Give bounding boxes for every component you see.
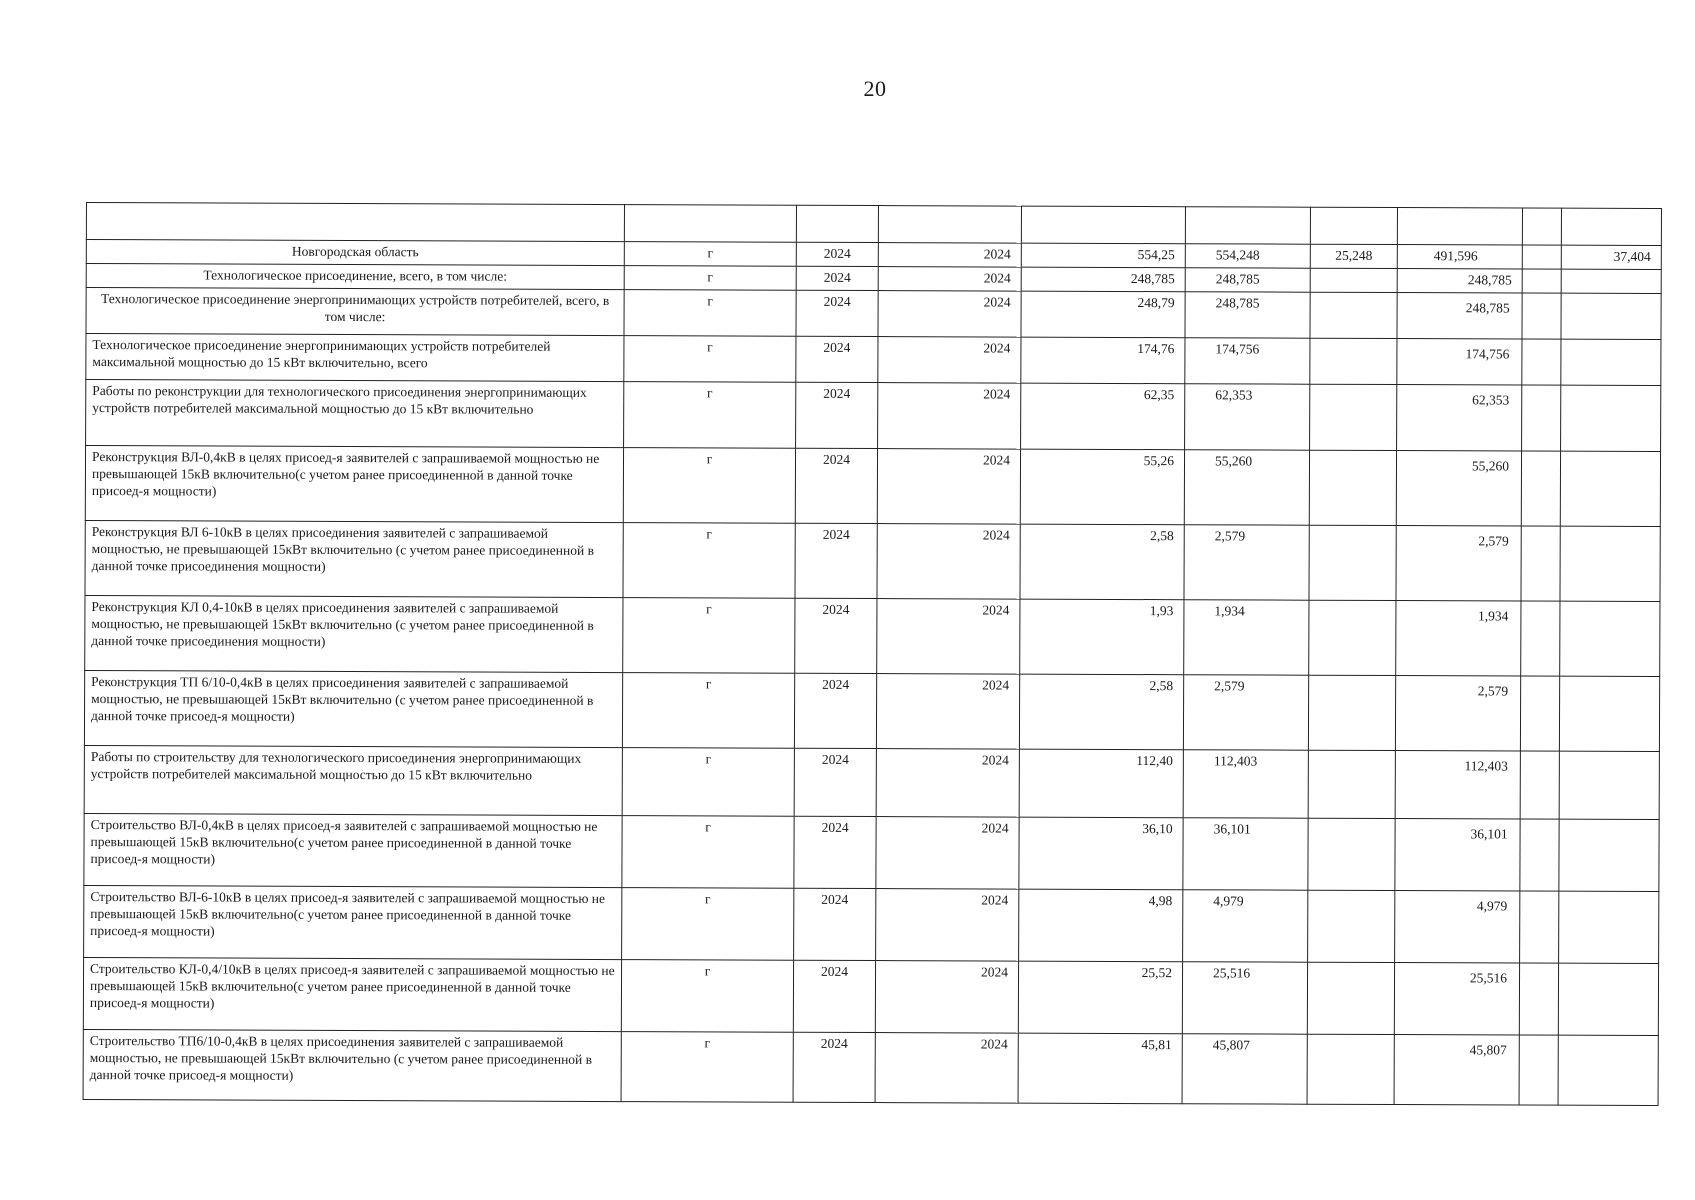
row-description: Новгородская область [86,240,624,266]
value-cell: 1,934 [1184,600,1309,675]
value-cell [1560,526,1660,601]
year-start-cell: 2024 [794,748,876,816]
year-start-cell: 2024 [794,673,876,748]
value-cell [1520,676,1559,751]
value-cell [1309,600,1396,675]
value-cell: 62,353 [1397,385,1522,451]
value-cell: 554,248 [1185,244,1310,268]
value-cell: 55,260 [1184,450,1309,525]
value-cell [1307,962,1394,1034]
value-cell: 248,785 [1185,292,1310,338]
year-end-cell: 2024 [877,599,1020,675]
value-cell [1307,1034,1394,1104]
value-cell: 25,516 [1394,963,1519,1035]
year-end-cell: 2024 [876,817,1019,890]
year-end-cell: 2024 [876,749,1019,818]
table-row [83,1029,1658,1105]
year-end-cell: 2024 [878,291,1021,338]
header-cell [1561,208,1661,245]
value-cell: 248,785 [1397,293,1522,339]
value-cell: 37,404 [1561,245,1661,269]
value-cell [1310,384,1397,450]
value-cell: 174,756 [1397,339,1522,385]
value-cell [1561,269,1661,293]
value-cell: 55,260 [1396,451,1521,526]
header-cell [86,203,624,242]
value-cell: 62,35 [1021,383,1185,450]
value-cell [1559,891,1659,963]
row-description: Строительство ТП6/10-0,4кВ в целях присоединения заявителей с запрашиваемой мощностью, не превышающей 15кВт включительно (с учетом ранее присоединенной в данной точке присоед-я мощности) [83,1029,621,1101]
unit-cell: г [621,960,793,1033]
value-cell: 36,101 [1183,818,1308,890]
value-cell [1560,601,1660,676]
year-end-cell: 2024 [878,243,1021,268]
value-cell: 248,785 [1021,267,1185,292]
table-row [83,957,1658,1035]
row-description: Строительство ВЛ-6-10кВ в целях присоед-я заявителей с запрашиваемой мощностью не превышающей 15кВ включительно(с учетом ранее присоединенной в данной точке присоед-я мощности) [84,885,622,959]
value-cell [1559,676,1659,751]
table-row [84,813,1659,891]
year-end-cell: 2024 [875,1033,1018,1104]
row-description: Технологическое присоединение энергопринимающих устройств потребителей, всего, в том числе: [86,288,624,336]
year-start-cell: 2024 [793,1032,875,1102]
value-cell: 36,101 [1395,819,1520,891]
year-start-cell: 2024 [796,382,878,448]
value-cell [1522,339,1561,385]
value-cell [1520,891,1559,963]
value-cell [1561,339,1661,385]
table-row [86,334,1661,386]
table-row [86,288,1661,340]
value-cell: 112,403 [1183,750,1308,818]
year-start-cell: 2024 [795,598,877,673]
row-description: Технологическое присоединение, всего, в том числе: [86,264,624,290]
value-cell [1558,963,1658,1035]
unit-cell: г [624,266,796,291]
table-row [84,670,1659,751]
header-cell [1522,208,1561,245]
year-start-cell: 2024 [794,888,876,960]
year-end-cell: 2024 [877,449,1020,525]
unit-cell: г [623,448,795,524]
value-cell [1310,292,1397,338]
value-cell [1522,245,1561,269]
value-cell [1520,751,1559,819]
value-cell: 248,785 [1397,269,1522,293]
header-cell [1310,207,1397,244]
value-cell [1560,451,1660,526]
year-end-cell: 2024 [876,674,1019,750]
value-cell [1308,890,1395,962]
unit-cell: г [622,748,794,817]
value-cell: 62,353 [1185,384,1310,450]
year-end-cell: 2024 [878,383,1021,450]
value-cell: 2,58 [1020,524,1184,600]
value-cell: 45,807 [1182,1034,1307,1104]
value-cell [1561,293,1661,339]
value-cell: 2,579 [1184,525,1309,600]
value-cell: 112,403 [1395,751,1520,819]
year-start-cell: 2024 [793,960,875,1032]
year-start-cell: 2024 [796,242,878,266]
year-end-cell: 2024 [876,889,1019,962]
page-number: 20 [863,76,887,101]
value-cell [1561,385,1661,451]
value-cell: 45,81 [1018,1033,1182,1104]
value-cell: 25,516 [1182,962,1307,1034]
value-cell: 2,579 [1396,526,1521,601]
value-cell [1521,526,1560,601]
year-start-cell: 2024 [795,448,877,523]
header-cell [1185,207,1310,244]
unit-cell: г [624,242,796,267]
row-description: Строительство КЛ-0,4/10кВ в целях присоед-я заявителей с запрашиваемой мощностью не превышающей 15кВ включительно(с учетом ранее присоединенной в данной точке присоед-я мощности) [83,957,621,1031]
value-cell [1558,1035,1658,1105]
table-row [85,446,1660,527]
value-cell: 248,79 [1021,291,1185,338]
value-cell: 1,93 [1020,599,1184,675]
header-cell [1397,208,1522,245]
value-cell: 248,785 [1185,268,1310,292]
investment-table [83,202,1662,1106]
value-cell [1519,963,1558,1035]
value-cell: 491,596 [1397,245,1522,269]
year-end-cell: 2024 [875,961,1018,1034]
year-end-cell: 2024 [877,524,1020,600]
row-description: Реконструкция КЛ 0,4-10кВ в целях присоединения заявителей с запрашиваемой мощностью, не превышающей 15кВт включительно (с учетом ранее присоединенной в данной точке присоединения мощности) [85,595,623,672]
value-cell: 2,579 [1183,675,1308,750]
row-description: Строительство ВЛ-0,4кВ в целях присоед-я заявителей с запрашиваемой мощностью не превышающей 15кВ включительно(с учетом ранее присоединенной в данной точке присоед-я мощности) [84,813,622,887]
value-cell [1522,293,1561,339]
value-cell [1522,385,1561,451]
year-start-cell: 2024 [796,336,878,382]
value-cell [1308,750,1395,818]
value-cell [1308,675,1395,750]
row-description: Реконструкция ТП 6/10-0,4кВ в целях присоединения заявителей с запрашиваемой мощностью, не превышающей 15кВт включительно (с учетом ранее присоединенной в данной точке присоед-я мощности) [84,670,622,747]
table-row [84,745,1659,819]
value-cell: 112,40 [1019,749,1183,818]
value-cell [1559,819,1659,891]
value-cell: 45,807 [1394,1035,1519,1105]
value-cell: 36,10 [1019,817,1183,890]
value-cell: 4,979 [1395,891,1520,963]
row-description: Реконструкция ВЛ 6-10кВ в целях присоединения заявителей с запрашиваемой мощностью, не превышающей 15кВт включительно (с учетом ранее присоединенной в данной точке присоединения мощности) [85,520,623,597]
value-cell [1521,601,1560,676]
value-cell: 1,934 [1396,601,1521,676]
table-row [85,520,1660,601]
row-description: Реконструкция ВЛ-0,4кВ в целях присоед-я заявителей с запрашиваемой мощностью не превышающей 15кВ включительно(с учетом ранее присоединенной в данной точке присоед-я мощности) [85,446,623,523]
unit-cell: г [624,382,796,449]
year-start-cell: 2024 [796,266,878,290]
year-end-cell: 2024 [878,337,1021,384]
table-row [85,595,1660,676]
header-cell [1021,206,1185,244]
unit-cell: г [622,888,794,961]
value-cell [1519,1035,1558,1105]
row-description: Работы по строительству для технологического присоединения энергопринимающих устройств потребителей максимальной мощностью до 15 кВт включительно [84,745,622,815]
year-start-cell: 2024 [794,816,876,888]
value-cell: 4,98 [1019,889,1183,962]
value-cell [1520,819,1559,891]
unit-cell: г [621,1032,793,1103]
value-cell [1309,450,1396,525]
table-row [86,380,1661,452]
value-cell [1559,751,1659,819]
row-description: Работы по реконструкции для технологического присоединения энергопринимающих устройств потребителей максимальной мощностью до 15 кВт включительно [86,380,624,448]
header-cell [878,206,1021,244]
value-cell [1521,451,1560,526]
unit-cell: г [623,598,795,674]
unit-cell: г [622,816,794,889]
value-cell: 4,979 [1183,890,1308,962]
value-cell: 174,76 [1021,337,1185,384]
value-cell: 55,26 [1020,449,1184,525]
investment-table-container [83,202,1661,1106]
value-cell [1522,269,1561,293]
table-row [84,885,1659,963]
unit-cell: г [623,523,795,599]
value-cell [1309,525,1396,600]
header-cell [624,205,796,243]
value-cell [1310,268,1397,292]
year-start-cell: 2024 [795,523,877,598]
unit-cell: г [622,673,794,749]
value-cell [1310,338,1397,384]
year-end-cell: 2024 [878,267,1021,292]
header-cell [796,205,878,242]
value-cell [1308,818,1395,890]
value-cell: 2,58 [1019,674,1183,750]
value-cell: 25,52 [1018,961,1182,1034]
unit-cell: г [624,290,796,337]
value-cell: 174,756 [1185,338,1310,384]
value-cell: 25,248 [1310,244,1397,268]
year-start-cell: 2024 [796,290,878,336]
row-description: Технологическое присоединение энергопринимающих устройств потребителей максимальной мощностью до 15 кВт включительно, всего [86,334,624,382]
unit-cell: г [624,336,796,383]
value-cell: 554,25 [1021,243,1185,268]
table-header-row [86,203,1661,246]
value-cell: 2,579 [1395,676,1520,751]
